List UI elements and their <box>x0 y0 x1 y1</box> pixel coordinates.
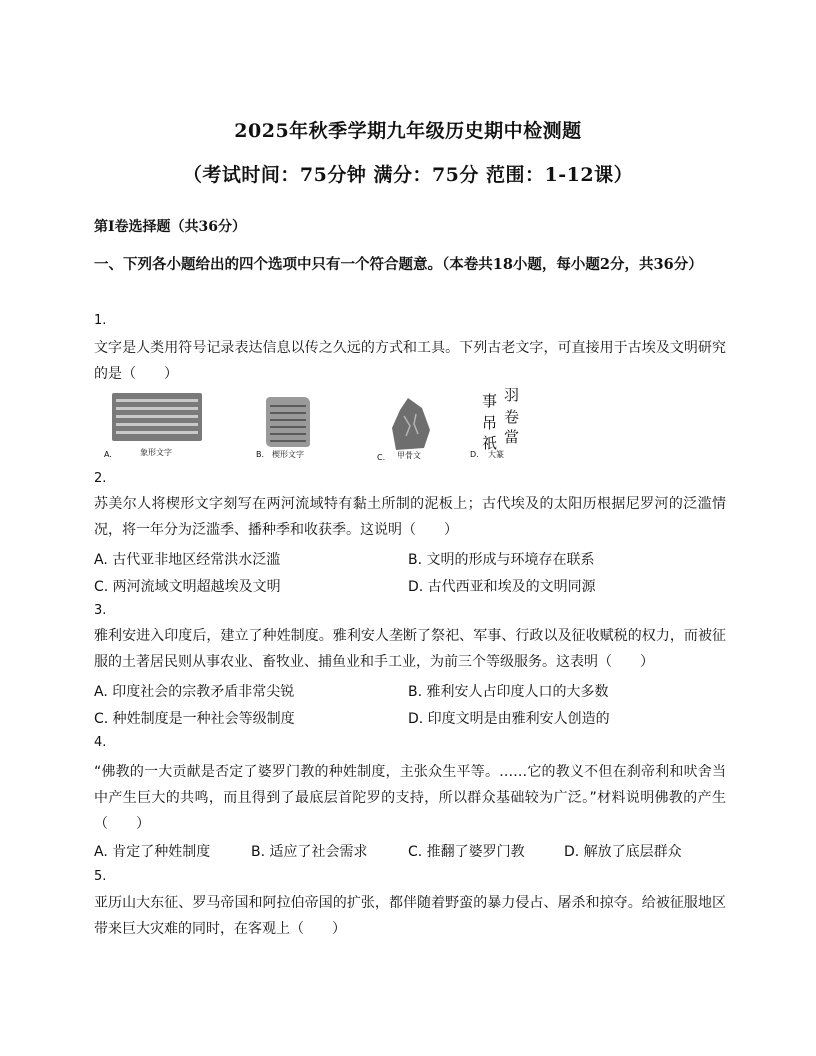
option-c[interactable]: C. 两河流域文明超越埃及文明 <box>94 579 281 595</box>
question-number: 5. <box>94 869 107 884</box>
question-stem: 亚历山大东征、罗马帝国和阿拉伯帝国的扩张，都伴随着野蛮的暴力侵占、屠杀和掠夺。给被征服地区带来巨大灾难的同时，在客观上（ ） <box>94 895 726 937</box>
question-number: 2. <box>94 471 107 486</box>
seal-script-glyph: 事 <box>482 392 498 410</box>
section-heading: 第Ⅰ卷选择题（共36分） <box>94 219 247 235</box>
option-letter: C. <box>377 453 386 462</box>
page-subtitle: （考试时间：75分钟 满分：75分 范围：1-12课） <box>182 164 634 186</box>
option-c[interactable]: C. 推翻了婆罗门教 <box>408 844 525 860</box>
option-b[interactable]: B. 文明的形成与环境存在联系 <box>408 552 595 568</box>
image-caption: 大篆 <box>488 450 504 459</box>
seal-script-glyph: 吊 <box>482 414 498 432</box>
option-d[interactable]: D. 解放了底层群众 <box>564 844 682 860</box>
page-title: 2025年秋季学期九年级历史期中检测题 <box>234 120 582 142</box>
image-caption: 甲骨文 <box>397 451 421 460</box>
question-number: 4. <box>94 735 107 750</box>
option-a[interactable]: A. 古代亚非地区经常洪水泛滥 <box>94 552 281 568</box>
question-stem: 文字是人类用符号记录表达信息以传之久远的方式和工具。下列古老文字，可直接用于古埃及文明研究的是（ ） <box>94 340 726 382</box>
option-letter: B. <box>256 450 265 459</box>
option-d[interactable]: D. 古代西亚和埃及的文明同源 <box>408 579 596 595</box>
hieroglyph-tablet-image <box>112 393 202 441</box>
section-instruction: 一、下列各小题给出的四个选项中只有一个符合题意。（本卷共18小题，每小题2分，共36分） <box>94 256 703 273</box>
seal-script-glyph: 卷 <box>504 408 520 426</box>
seal-script-glyph: 祇 <box>482 434 498 452</box>
image-caption: 楔形文字 <box>272 450 304 459</box>
option-a[interactable]: A. 印度社会的宗教矛盾非常尖锐 <box>94 684 295 700</box>
image-caption: 象形文字 <box>140 448 172 457</box>
question-stem: “佛教的一大贡献是否定了婆罗门教的种姓制度，主张众生平等。……它的教义不但在刹帝利和吠舍当中产生巨大的共鸣，而且得到了最底层首陀罗的支持，所以群众基础较为广泛。”材料说明佛教的产生（ ） <box>94 764 726 832</box>
option-d[interactable]: D. 印度文明是由雅利安人创造的 <box>408 711 610 727</box>
seal-script-glyph: 當 <box>504 428 520 446</box>
option-b[interactable]: B. 适应了社会需求 <box>251 844 368 860</box>
option-c[interactable]: C. 种姓制度是一种社会等级制度 <box>94 711 295 727</box>
question-number: 3. <box>94 603 107 618</box>
question-stem: 雅利安进入印度后，建立了种姓制度。雅利安人垄断了祭祀、军事、行政以及征收赋税的权力，而被征服的土著居民则从事农业、畜牧业、捕鱼业和手工业，为前三个等级服务。这表明（ ） <box>94 628 726 670</box>
question-number: 1. <box>94 313 107 328</box>
option-a[interactable]: A. 肯定了种姓制度 <box>94 844 211 860</box>
cuneiform-tablet-image <box>266 397 310 447</box>
oracle-bone-image <box>388 396 434 452</box>
option-letter: A. <box>104 450 112 459</box>
option-b[interactable]: B. 雅利安人占印度人口的大多数 <box>408 684 609 700</box>
option-letter: D. <box>470 450 479 459</box>
seal-script-glyph: 羽 <box>504 386 520 404</box>
question-stem: 苏美尔人将楔形文字刻写在两河流域特有黏土所制的泥板上；古代埃及的太阳历根据尼罗河的泛滥情况，将一年分为泛滥季、播种季和收获季。这说明（ ） <box>94 496 726 538</box>
